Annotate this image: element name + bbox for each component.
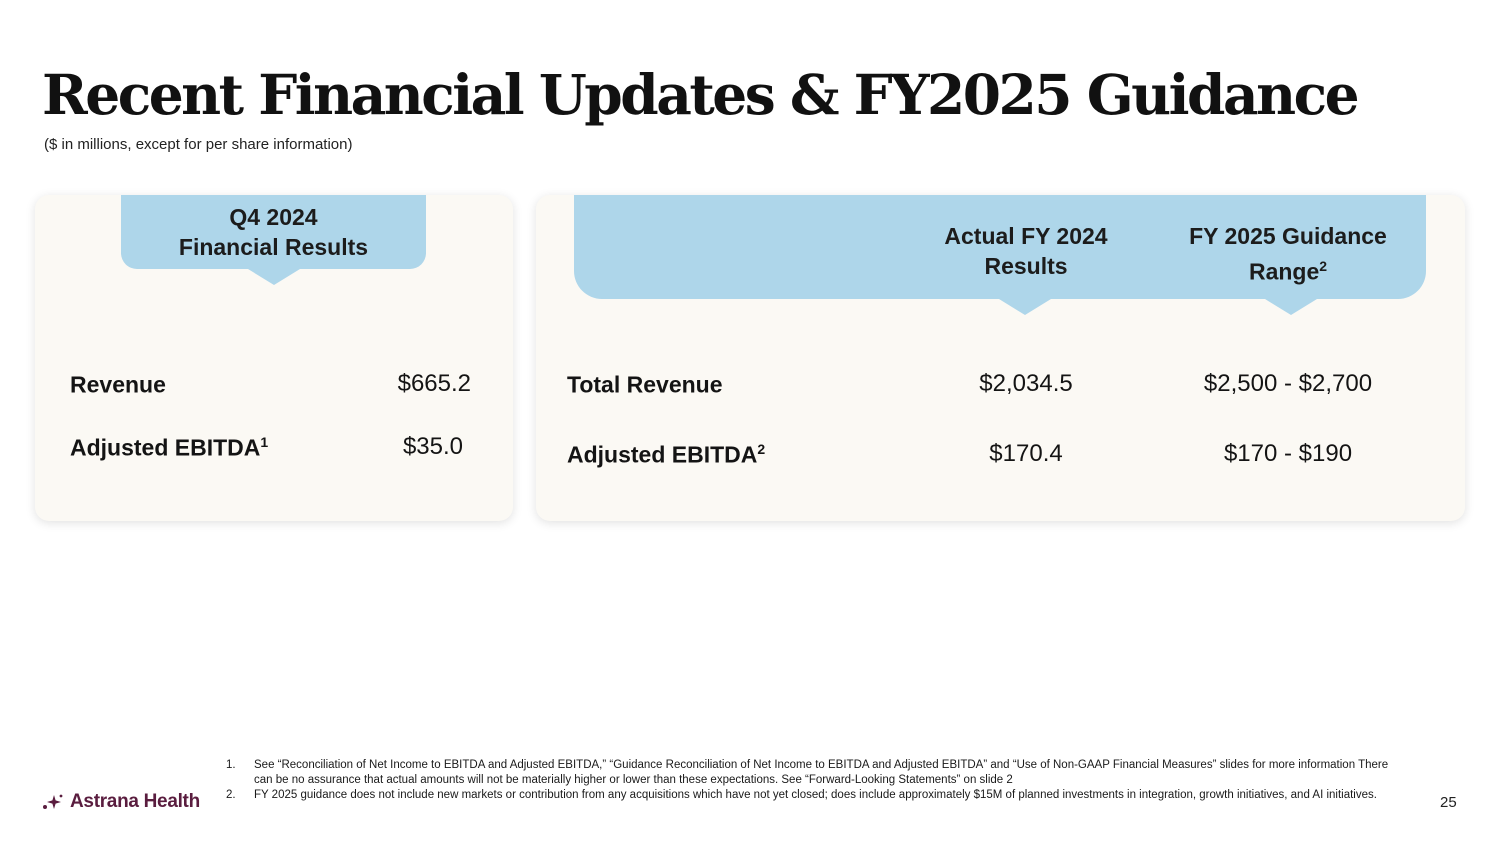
footnote-2: 2. FY 2025 guidance does not include new markets or contribution from any acquisitions which have not yet closed; does include approximately $15M of planned investments in integration, growth initiatives, and AI initiatives. xyxy=(226,789,1377,801)
fy-actual-pointer xyxy=(999,299,1051,315)
page-subtitle: ($ in millions, except for per share information) xyxy=(44,136,353,153)
fy-col-head-actual: Actual FY 2024 Results xyxy=(944,223,1108,279)
q4-banner-line2: Financial Results xyxy=(178,234,369,260)
fy-row-guidance-revenue: $2,500 - $2,700 xyxy=(1203,370,1373,397)
sparkle-icon xyxy=(42,793,64,811)
q4-row-value-revenue: $665.2 xyxy=(397,370,471,397)
brand-logo xyxy=(42,791,200,813)
page-title: Recent Financial Updates & FY2025 Guidance xyxy=(42,62,1358,127)
fy-guidance-card xyxy=(536,195,1465,521)
fy-row-actual-ebitda: $170.4 xyxy=(989,440,1063,467)
fy-col-head-guidance: FY 2025 Guidance Range$^2$ xyxy=(1189,223,1387,285)
brand-name: Astrana Health xyxy=(70,791,200,812)
q4-row-value-ebitda: $35.0 xyxy=(402,433,463,460)
q4-banner-line1: Q4 2024 xyxy=(229,204,318,230)
footnotes xyxy=(226,758,1406,803)
q4-row-label-ebitda: Adjusted EBITDA$^1$ xyxy=(70,434,269,461)
q4-row-label-revenue: Revenue xyxy=(70,371,166,398)
q4-results-card xyxy=(35,195,513,521)
q4-banner xyxy=(121,195,426,269)
footnote-1: 1. See “Reconciliation of Net Income to EBITDA and Adjusted EBITDA,” “Guidance Reconciliation of Net Income to EBITDA and Adjusted EBITDA” and “Use of Non-GAAP Financial Measures” slides for more information There can be no assurance that actual amounts will not be materially higher or lower than these expectations. See “Forward-Looking Statements” on slide 2 xyxy=(226,759,1389,786)
fy-row-guidance-ebitda: $170 - $190 xyxy=(1223,440,1353,467)
fy-row-actual-revenue: $2,034.5 xyxy=(979,370,1073,397)
page-number: 25 xyxy=(1440,794,1457,811)
fy-row-label-revenue: Total Revenue xyxy=(567,371,723,398)
q4-banner-pointer xyxy=(248,269,300,285)
fy-row-label-ebitda: Adjusted EBITDA$^2$ xyxy=(567,441,766,468)
fy-guidance-pointer xyxy=(1265,299,1317,315)
